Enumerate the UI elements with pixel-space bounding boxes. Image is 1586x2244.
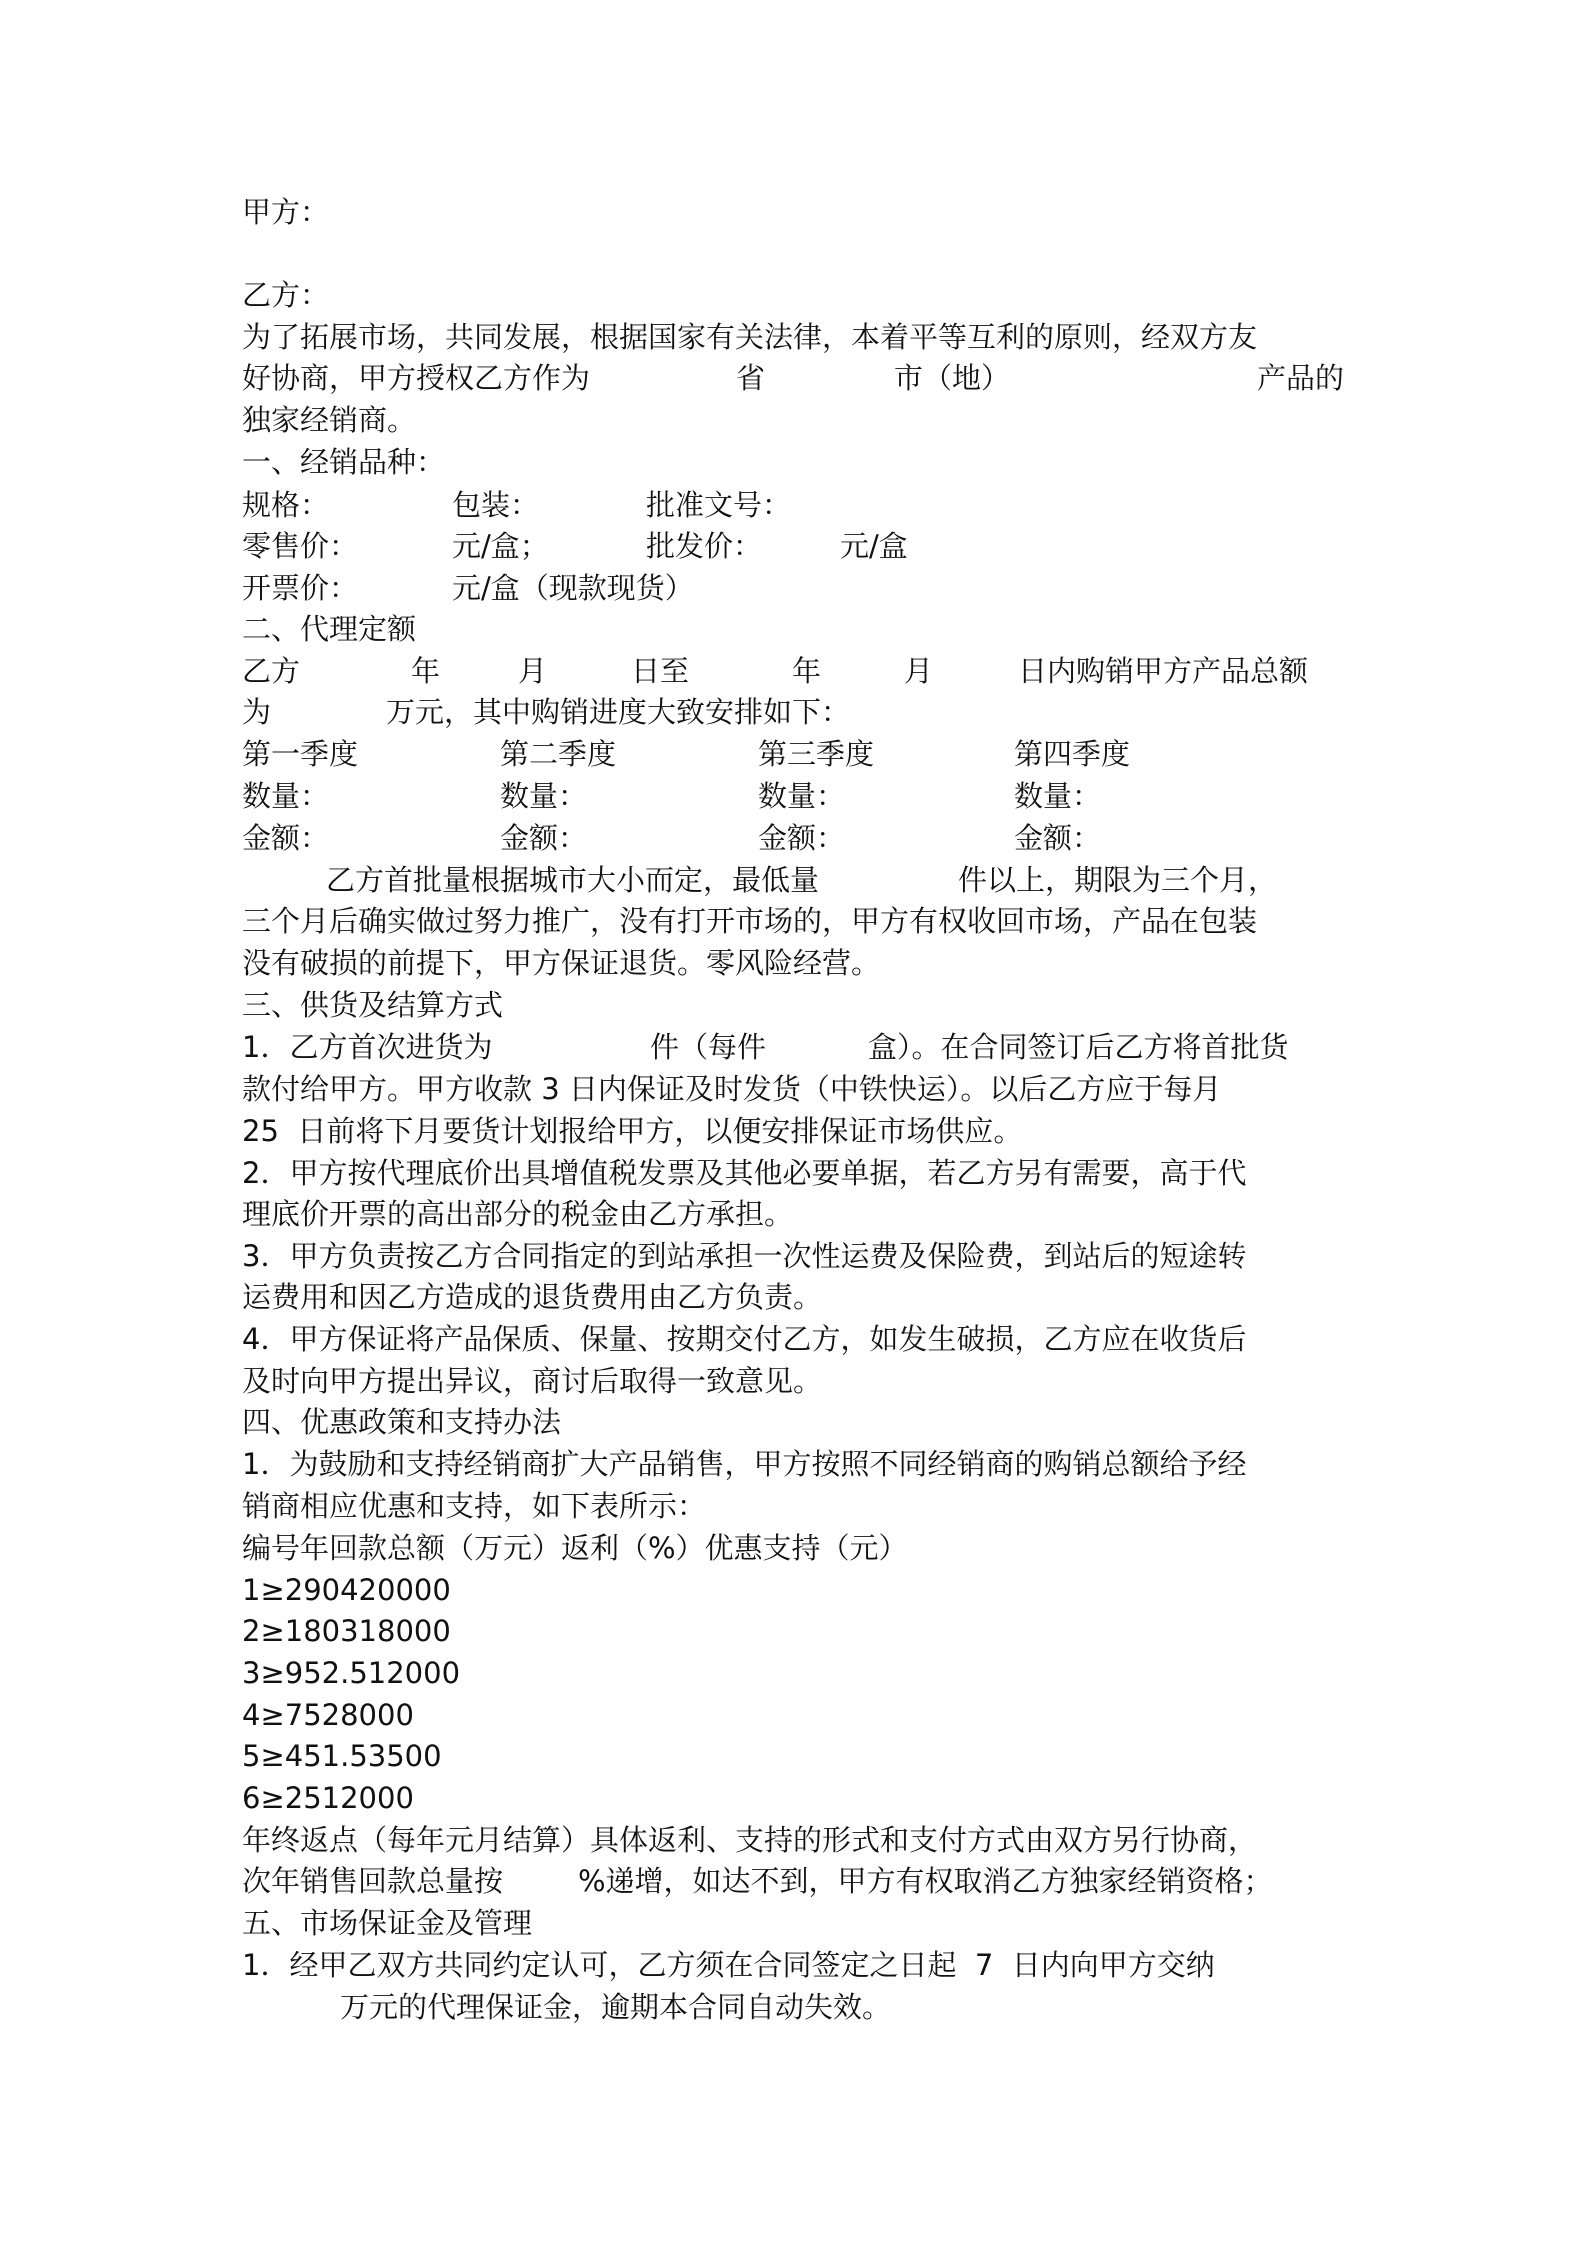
first-batch-text-a: 乙方首批量根据城市大小而定，最低量 (326, 863, 820, 897)
rebate-row: 3≥952.512000 (242, 1656, 461, 1690)
quarter-1-qty: 数量： (242, 779, 330, 813)
policy-item-1b: 销商相应优惠和支持，如下表所示： (242, 1489, 707, 1523)
rebate-row: 6≥2512000 (242, 1781, 414, 1815)
pack-label: 包装： (452, 488, 540, 522)
retail-price-label: 零售价： (242, 529, 359, 563)
quota-party: 乙方 (242, 654, 301, 688)
quarter-4: 第四季度 (1014, 737, 1131, 771)
quarter-1: 第一季度 (242, 737, 359, 771)
approval-label: 批准文号： (646, 488, 792, 522)
quarter-3: 第三季度 (758, 737, 875, 771)
quarter-3-qty: 数量： (758, 779, 846, 813)
intro-city: 市（地） (894, 361, 1011, 395)
section-4-title: 四、优惠政策和支持办法 (242, 1405, 562, 1439)
year-end-rebate-2b: %递增，如达不到，甲方有权取消乙方独家经销资格； (578, 1864, 1273, 1898)
rebate-row: 5≥451.53500 (242, 1739, 442, 1773)
retail-price-unit: 元/盒； (452, 529, 549, 563)
year-end-rebate-1: 年终返点（每年元月结算）具体返利、支持的形式和支付方式由双方另行协商， (242, 1823, 1258, 1857)
rebate-row: 4≥7528000 (242, 1698, 414, 1732)
intro-line-1: 为了拓展市场，共同发展，根据国家有关法律，本着平等互利的原则，经双方友 (242, 320, 1258, 354)
section-3-title: 三、供货及结算方式 (242, 988, 504, 1022)
supply-item-1d: 款付给甲方。甲方收款 3 日内保证及时发货（中铁快运）。以后乙方应于每月 (242, 1072, 1222, 1106)
year-end-rebate-2a: 次年销售回款总量按 (242, 1864, 504, 1898)
wholesale-price-label: 批发价： (646, 529, 763, 563)
quota-month-1: 月 (518, 654, 548, 688)
rebate-row: 2≥180318000 (242, 1614, 451, 1648)
first-batch-text-b: 件以上，期限为三个月， (958, 863, 1278, 897)
invoice-price-label: 开票价： (242, 571, 359, 605)
rebate-table-header: 编号年回款总额（万元）返利（%）优惠支持（元） (242, 1531, 908, 1565)
supply-item-1a: 1．乙方首次进货为 (242, 1030, 493, 1064)
spec-label: 规格： (242, 488, 330, 522)
supply-item-1c: 盒）。在合同签订后乙方将首批货 (868, 1030, 1289, 1064)
intro-line-3: 独家经销商。 (242, 403, 417, 437)
section-5-title: 五、市场保证金及管理 (242, 1906, 533, 1940)
intro-province: 省 (736, 361, 766, 395)
section-2-title: 二、代理定额 (242, 612, 417, 646)
quota-year-2: 年 (792, 654, 822, 688)
intro-line-2a: 好协商，甲方授权乙方作为 (242, 361, 591, 395)
deposit-item-1a: 1．经甲乙双方共同约定认可，乙方须在合同签定之日起 7 日内向甲方交纳 (242, 1948, 1215, 1982)
quota-total-text: 万元，其中购销进度大致安排如下： (386, 695, 851, 729)
quarter-2: 第二季度 (500, 737, 617, 771)
wholesale-price-unit: 元/盒 (840, 529, 908, 563)
party-a-label: 甲方： (242, 195, 330, 229)
quota-month-2: 月 (904, 654, 934, 688)
quarter-3-amt: 金额： (758, 821, 846, 855)
quota-year-1: 年 (411, 654, 441, 688)
supply-item-1e: 25 日前将下月要货计划报给甲方，以便安排保证市场供应。 (242, 1114, 1023, 1148)
supply-item-4b: 及时向甲方提出异议，商讨后取得一致意见。 (242, 1364, 823, 1398)
quarter-4-amt: 金额： (1014, 821, 1102, 855)
quarter-1-amt: 金额： (242, 821, 330, 855)
quarter-2-amt: 金额： (500, 821, 588, 855)
first-batch-text-3: 没有破损的前提下，甲方保证退货。零风险经营。 (242, 946, 881, 980)
quota-day-within: 日内购销甲方产品总额 (1018, 654, 1309, 688)
quarter-4-qty: 数量： (1014, 779, 1102, 813)
supply-item-3b: 运费用和因乙方造成的退货费用由乙方负责。 (242, 1280, 823, 1314)
supply-item-2a: 2．甲方按代理底价出具增值税发票及其他必要单据，若乙方另有需要，高于代 (242, 1156, 1247, 1190)
quota-day-to: 日至 (631, 654, 690, 688)
first-batch-text-2: 三个月后确实做过努力推广，没有打开市场的，甲方有权收回市场，产品在包装 (242, 904, 1258, 938)
quota-total-prefix: 为 (242, 695, 272, 729)
section-1-title: 一、经销品种： (242, 445, 446, 479)
supply-item-3a: 3．甲方负责按乙方合同指定的到站承担一次性运费及保险费，到站后的短途转 (242, 1239, 1247, 1273)
deposit-item-1b: 万元的代理保证金，逾期本合同自动失效。 (340, 1990, 892, 2024)
quarter-2-qty: 数量： (500, 779, 588, 813)
invoice-price-unit: 元/盒（现款现货） (452, 571, 694, 605)
rebate-row: 1≥290420000 (242, 1573, 451, 1607)
supply-item-2b: 理底价开票的高出部分的税金由乙方承担。 (242, 1197, 794, 1231)
intro-product: 产品的 (1257, 361, 1345, 395)
policy-item-1a: 1．为鼓励和支持经销商扩大产品销售，甲方按照不同经销商的购销总额给予经 (242, 1447, 1247, 1481)
supply-item-1b: 件（每件 (650, 1030, 767, 1064)
supply-item-4a: 4．甲方保证将产品保质、保量、按期交付乙方，如发生破损，乙方应在收货后 (242, 1322, 1247, 1356)
party-b-label: 乙方： (242, 278, 330, 312)
